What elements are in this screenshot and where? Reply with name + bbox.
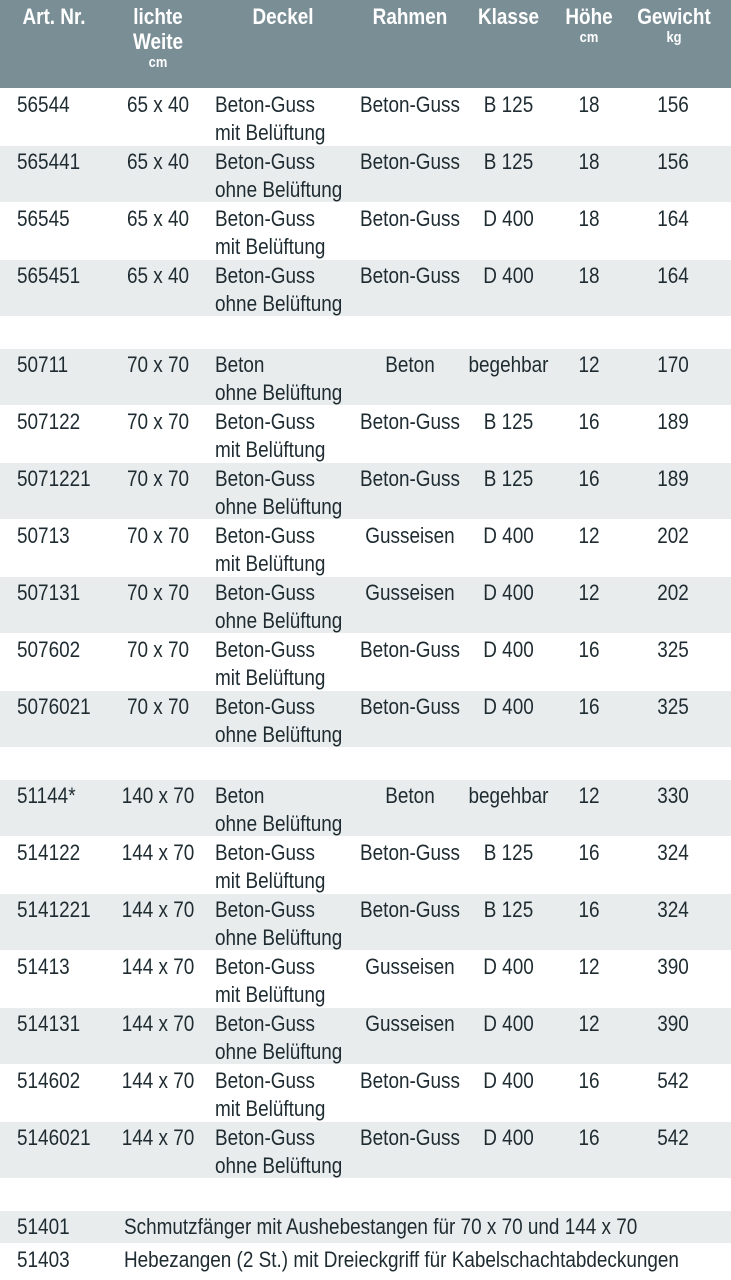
cell-hoehe: 16 bbox=[578, 897, 600, 922]
cell-weite: 70 x 70 bbox=[126, 637, 190, 662]
table-header bbox=[0, 0, 731, 88]
cell-rahmen: Gusseisen bbox=[365, 580, 455, 605]
cell-klasse: D 400 bbox=[483, 206, 534, 231]
cell-gewicht: 164 bbox=[657, 263, 689, 288]
table-row bbox=[0, 779, 731, 836]
cell-rahmen: Beton bbox=[385, 783, 435, 808]
table-row bbox=[0, 1064, 731, 1121]
cell-art-nr: 514602 bbox=[17, 1068, 81, 1093]
cell-art-nr: 507122 bbox=[17, 409, 81, 434]
cell-weite: 144 x 70 bbox=[121, 1125, 195, 1150]
table-row bbox=[0, 836, 731, 893]
cell-gewicht: 325 bbox=[657, 694, 689, 719]
deckel-belueftung: ohne Belüftung bbox=[215, 1039, 343, 1064]
cell-weite: 70 x 70 bbox=[126, 580, 190, 605]
cell-hoehe: 18 bbox=[578, 263, 600, 288]
deckel-belueftung: ohne Belüftung bbox=[215, 380, 343, 405]
cell-klasse: D 400 bbox=[483, 1068, 534, 1093]
cell-art-nr: 5076021 bbox=[17, 694, 91, 719]
cell-art-nr: 51144* bbox=[17, 783, 76, 808]
deckel-belueftung: mit Belüftung bbox=[215, 665, 326, 690]
deckel-belueftung: mit Belüftung bbox=[215, 982, 326, 1007]
cell-art-nr: 507602 bbox=[17, 637, 81, 662]
cell-klasse: B 125 bbox=[483, 92, 534, 117]
table-row bbox=[0, 1007, 731, 1064]
cell-gewicht: 156 bbox=[657, 149, 689, 174]
cell-deckel bbox=[215, 148, 342, 204]
cell-hoehe: 16 bbox=[578, 466, 600, 491]
cell-weite: 144 x 70 bbox=[121, 1011, 195, 1036]
table-row bbox=[0, 348, 731, 405]
cell-weite: 140 x 70 bbox=[121, 783, 195, 808]
cell-deckel bbox=[215, 262, 342, 318]
cell-deckel bbox=[215, 408, 325, 464]
table-row bbox=[0, 950, 731, 1007]
cell-art-nr: 5146021 bbox=[17, 1125, 91, 1150]
cell-hoehe: 12 bbox=[578, 954, 600, 979]
cell-hoehe: 16 bbox=[578, 637, 600, 662]
cell-deckel bbox=[215, 522, 325, 578]
cell-klasse: D 400 bbox=[483, 954, 534, 979]
deckel-belueftung: ohne Belüftung bbox=[215, 925, 343, 950]
deckel-material: Beton-Guss bbox=[215, 637, 315, 662]
header-hoehe: Höhe cm bbox=[561, 4, 618, 47]
cell-weite: 144 x 70 bbox=[121, 1068, 195, 1093]
cell-rahmen: Beton-Guss bbox=[360, 206, 460, 231]
cell-art-nr: 50711 bbox=[17, 352, 69, 377]
cell-hoehe: 18 bbox=[578, 206, 600, 231]
header-gewicht: Gewicht kg bbox=[633, 4, 716, 47]
cell-gewicht: 330 bbox=[657, 783, 689, 808]
cell-art-nr: 507131 bbox=[17, 580, 81, 605]
deckel-material: Beton-Guss bbox=[215, 466, 315, 491]
cell-rahmen: Gusseisen bbox=[365, 523, 455, 548]
deckel-belueftung: mit Belüftung bbox=[215, 437, 326, 462]
cell-gewicht: 189 bbox=[657, 409, 689, 434]
cell-weite: 70 x 70 bbox=[126, 523, 190, 548]
cell-rahmen: Beton-Guss bbox=[360, 694, 460, 719]
cell-klasse: D 400 bbox=[483, 1011, 534, 1036]
table-row bbox=[0, 405, 731, 462]
cell-deckel bbox=[215, 91, 325, 147]
deckel-material: Beton-Guss bbox=[215, 954, 315, 979]
cell-hoehe: 18 bbox=[578, 149, 600, 174]
cell-weite: 144 x 70 bbox=[121, 954, 195, 979]
spacer-row bbox=[0, 316, 731, 348]
cell-deckel bbox=[215, 1010, 342, 1066]
deckel-belueftung: mit Belüftung bbox=[215, 551, 326, 576]
cell-art-nr: 51401 bbox=[17, 1214, 70, 1239]
deckel-material: Beton-Guss bbox=[215, 149, 315, 174]
header-art-nr: Art. Nr. bbox=[22, 4, 86, 29]
cell-art-nr: 50713 bbox=[17, 523, 70, 548]
cell-deckel bbox=[215, 896, 342, 952]
deckel-belueftung: mit Belüftung bbox=[215, 868, 326, 893]
cell-art-nr: 51413 bbox=[17, 954, 70, 979]
cell-klasse: B 125 bbox=[483, 149, 534, 174]
cell-klasse: D 400 bbox=[483, 637, 534, 662]
cell-rahmen: Beton-Guss bbox=[360, 1068, 460, 1093]
cell-weite: 65 x 40 bbox=[126, 206, 190, 231]
cell-art-nr: 514131 bbox=[17, 1011, 81, 1036]
deckel-material: Beton-Guss bbox=[215, 694, 315, 719]
header-gewicht-unit: kg bbox=[666, 29, 682, 46]
cell-weite: 70 x 70 bbox=[126, 694, 190, 719]
cell-gewicht: 542 bbox=[657, 1068, 689, 1093]
deckel-material: Beton-Guss bbox=[215, 263, 315, 288]
cell-art-nr: 514122 bbox=[17, 840, 81, 865]
cell-rahmen: Beton-Guss bbox=[360, 466, 460, 491]
cell-gewicht: 164 bbox=[657, 206, 689, 231]
cell-rahmen: Beton-Guss bbox=[360, 409, 460, 434]
cell-art-nr: 5071221 bbox=[17, 466, 91, 491]
cell-klasse: B 125 bbox=[483, 897, 534, 922]
deckel-material: Beton-Guss bbox=[215, 897, 315, 922]
cell-rahmen: Beton-Guss bbox=[360, 263, 460, 288]
cell-klasse: D 400 bbox=[483, 694, 534, 719]
cell-hoehe: 16 bbox=[578, 694, 600, 719]
cell-klasse: B 125 bbox=[483, 466, 534, 491]
cell-gewicht: 325 bbox=[657, 637, 689, 662]
cell-weite: 65 x 40 bbox=[126, 263, 190, 288]
cell-hoehe: 12 bbox=[578, 783, 600, 808]
deckel-material: Beton-Guss bbox=[215, 206, 315, 231]
deckel-belueftung: ohne Belüftung bbox=[215, 1153, 343, 1178]
cell-deckel bbox=[215, 693, 342, 749]
table-row bbox=[0, 145, 731, 202]
cell-art-nr: 51403 bbox=[17, 1247, 70, 1272]
table-row bbox=[0, 690, 731, 747]
cell-description: Schmutzfänger mit Aushebestangen für 70 x 70 und 144 x 70 bbox=[124, 1214, 638, 1239]
table-row bbox=[0, 633, 731, 690]
cell-rahmen: Beton-Guss bbox=[360, 897, 460, 922]
cell-art-nr: 565451 bbox=[17, 263, 81, 288]
table-row bbox=[0, 202, 731, 259]
table-row bbox=[0, 88, 731, 145]
cell-rahmen: Gusseisen bbox=[365, 954, 455, 979]
header-hoehe-unit: cm bbox=[579, 29, 599, 46]
cell-gewicht: 170 bbox=[657, 352, 689, 377]
cell-weite: 70 x 70 bbox=[126, 466, 190, 491]
cell-art-nr: 56545 bbox=[17, 206, 70, 231]
cell-deckel bbox=[215, 465, 342, 521]
cell-weite: 144 x 70 bbox=[121, 840, 195, 865]
header-weite-unit: cm bbox=[148, 54, 168, 71]
cell-deckel bbox=[215, 579, 342, 635]
header-rahmen: Rahmen bbox=[372, 4, 448, 29]
header-weite: lichte Weite cm bbox=[118, 4, 197, 72]
cell-rahmen: Beton-Guss bbox=[360, 92, 460, 117]
cell-klasse: begehbar bbox=[468, 783, 549, 808]
cell-deckel bbox=[215, 351, 342, 407]
table-row bbox=[0, 519, 731, 576]
cell-weite: 65 x 40 bbox=[126, 92, 190, 117]
deckel-belueftung: ohne Belüftung bbox=[215, 291, 343, 316]
deckel-belueftung: ohne Belüftung bbox=[215, 608, 343, 633]
deckel-belueftung: mit Belüftung bbox=[215, 234, 326, 259]
cell-gewicht: 156 bbox=[657, 92, 689, 117]
cell-description: Hebezangen (2 St.) mit Dreieckgriff für Kabelschachtabdeckungen bbox=[124, 1247, 679, 1272]
spacer-row bbox=[0, 747, 731, 779]
cell-klasse: D 400 bbox=[483, 523, 534, 548]
cell-weite: 70 x 70 bbox=[126, 352, 190, 377]
spacer-row bbox=[0, 1178, 731, 1210]
cell-deckel bbox=[215, 1067, 325, 1123]
cell-deckel bbox=[215, 636, 325, 692]
header-klasse: Klasse bbox=[477, 4, 540, 29]
table-row bbox=[0, 1121, 731, 1178]
cell-hoehe: 12 bbox=[578, 523, 600, 548]
cell-rahmen: Beton-Guss bbox=[360, 637, 460, 662]
cell-hoehe: 12 bbox=[578, 580, 600, 605]
table-row bbox=[0, 576, 731, 633]
deckel-belueftung: ohne Belüftung bbox=[215, 494, 343, 519]
cell-rahmen: Beton bbox=[385, 352, 435, 377]
cell-weite: 144 x 70 bbox=[121, 897, 195, 922]
deckel-material: Beton-Guss bbox=[215, 1125, 315, 1150]
cell-rahmen: Gusseisen bbox=[365, 1011, 455, 1036]
deckel-material: Beton-Guss bbox=[215, 409, 315, 434]
table-body bbox=[0, 88, 731, 1276]
cell-gewicht: 542 bbox=[657, 1125, 689, 1150]
cell-gewicht: 202 bbox=[657, 580, 689, 605]
deckel-belueftung: ohne Belüftung bbox=[215, 811, 343, 836]
cell-rahmen: Beton-Guss bbox=[360, 149, 460, 174]
deckel-belueftung: mit Belüftung bbox=[215, 1096, 326, 1121]
deckel-material: Beton bbox=[215, 783, 265, 808]
cell-gewicht: 390 bbox=[657, 954, 689, 979]
table-row bbox=[0, 893, 731, 950]
cell-klasse: B 125 bbox=[483, 409, 534, 434]
accessory-row bbox=[0, 1243, 731, 1276]
cell-art-nr: 56544 bbox=[17, 92, 70, 117]
cell-klasse: D 400 bbox=[483, 263, 534, 288]
cell-klasse: D 400 bbox=[483, 1125, 534, 1150]
cell-gewicht: 324 bbox=[657, 840, 689, 865]
cell-hoehe: 16 bbox=[578, 840, 600, 865]
cell-klasse: begehbar bbox=[468, 352, 549, 377]
cell-hoehe: 12 bbox=[578, 352, 600, 377]
cell-klasse: B 125 bbox=[483, 840, 534, 865]
deckel-material: Beton bbox=[215, 352, 265, 377]
cell-weite: 70 x 70 bbox=[126, 409, 190, 434]
cell-rahmen: Beton-Guss bbox=[360, 1125, 460, 1150]
cell-hoehe: 12 bbox=[578, 1011, 600, 1036]
table-row bbox=[0, 259, 731, 316]
cell-hoehe: 18 bbox=[578, 92, 600, 117]
deckel-material: Beton-Guss bbox=[215, 840, 315, 865]
cell-deckel bbox=[215, 1124, 342, 1180]
accessory-row bbox=[0, 1210, 731, 1243]
cell-gewicht: 324 bbox=[657, 897, 689, 922]
cell-hoehe: 16 bbox=[578, 1068, 600, 1093]
cell-rahmen: Beton-Guss bbox=[360, 840, 460, 865]
cell-art-nr: 565441 bbox=[17, 149, 81, 174]
deckel-material: Beton-Guss bbox=[215, 1068, 315, 1093]
cell-art-nr: 5141221 bbox=[17, 897, 91, 922]
deckel-material: Beton-Guss bbox=[215, 523, 315, 548]
deckel-belueftung: ohne Belüftung bbox=[215, 177, 343, 202]
cell-gewicht: 189 bbox=[657, 466, 689, 491]
cell-deckel bbox=[215, 205, 325, 261]
cell-deckel bbox=[215, 839, 325, 895]
cell-hoehe: 16 bbox=[578, 1125, 600, 1150]
cell-deckel bbox=[215, 953, 325, 1009]
cell-klasse: D 400 bbox=[483, 580, 534, 605]
cell-deckel bbox=[215, 782, 342, 838]
table-row bbox=[0, 462, 731, 519]
deckel-belueftung: ohne Belüftung bbox=[215, 722, 343, 747]
deckel-material: Beton-Guss bbox=[215, 1011, 315, 1036]
cell-gewicht: 390 bbox=[657, 1011, 689, 1036]
deckel-material: Beton-Guss bbox=[215, 580, 315, 605]
cell-weite: 65 x 40 bbox=[126, 149, 190, 174]
cell-gewicht: 202 bbox=[657, 523, 689, 548]
deckel-material: Beton-Guss bbox=[215, 92, 315, 117]
deckel-belueftung: mit Belüftung bbox=[215, 120, 326, 145]
header-deckel: Deckel bbox=[252, 4, 314, 29]
cell-hoehe: 16 bbox=[578, 409, 600, 434]
